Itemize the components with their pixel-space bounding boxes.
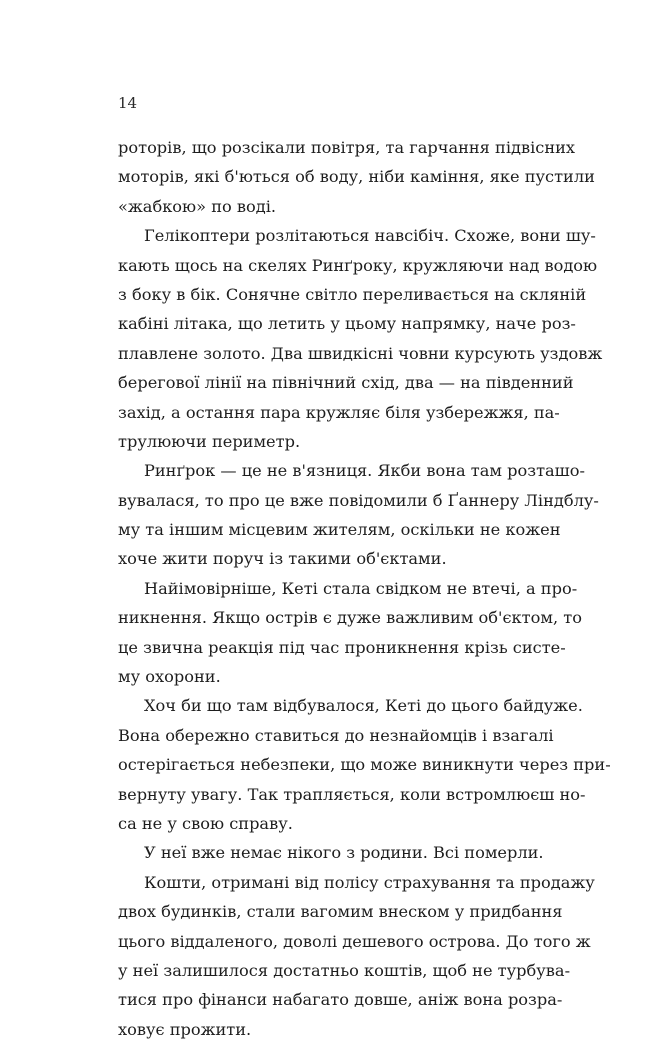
paragraph bbox=[118, 133, 595, 221]
paragraph bbox=[118, 456, 599, 574]
paragraph bbox=[118, 574, 582, 692]
text-line: «жабкою» по воді. bbox=[118, 196, 277, 216]
text-line: з боку в бік. Сонячне світло переливається на скляній bbox=[118, 284, 587, 304]
text-line: захід, а остання пара кружляє біля узбережжя, па- bbox=[118, 402, 560, 422]
text-line: роторів, що розсікали повітря, та гарчання підвісних bbox=[118, 138, 576, 157]
text-line: кають щось на скелях Ринґроку, кружляючи над водою bbox=[118, 255, 598, 275]
text-line: це звична реакція під час проникнення крізь систе- bbox=[118, 637, 566, 657]
text-line: Хоч би що там відбувалося, Кеті до цього байдуже. bbox=[144, 696, 583, 716]
paragraph bbox=[118, 838, 544, 867]
text-line: Найімовірніше, Кеті стала свідком не втечі, а про- bbox=[144, 578, 578, 598]
text-line: двох будинків, стали вагомим внеском у придбання bbox=[118, 902, 563, 922]
text-line: остерігається небезпеки, що може виникнути через при- bbox=[118, 755, 611, 775]
page-number: 14 bbox=[118, 94, 138, 112]
text-line: Гелікоптери розлітаються навсібіч. Схоже, вони шу- bbox=[144, 226, 596, 246]
text-line: трулюючи периметр. bbox=[118, 431, 301, 451]
text-line: цього віддаленого, доволі дешевого острова. До того ж bbox=[118, 931, 591, 951]
text-line: Ринґрок — це не в'язниця. Якби вона там розташо- bbox=[144, 461, 585, 481]
text-line: вернуту увагу. Так трапляється, коли встромлюєш но- bbox=[118, 784, 586, 804]
text-line: Кошти, отримані від полісу страхування та продажу bbox=[144, 872, 595, 892]
paragraph bbox=[118, 691, 611, 838]
text-line: никнення. Якщо острів є дуже важливим об'єктом, то bbox=[118, 608, 582, 628]
text-line: кабіні літака, що летить у цьому напрямку, наче роз- bbox=[118, 314, 576, 334]
text-line: му та іншим місцевим жителям, оскільки не кожен bbox=[118, 520, 561, 540]
paragraph bbox=[118, 221, 603, 456]
text-line: му охорони. bbox=[118, 667, 221, 687]
text-line: берегової лінії на північний схід, два — на південний bbox=[118, 373, 574, 393]
text-line: вувалася, то про це вже повідомили б Ґаннеру Ліндблу- bbox=[118, 490, 599, 510]
text-line: плавлене золото. Два швидкісні човни курсують уздовж bbox=[118, 343, 603, 363]
text-line: тися про фінанси набагато довше, аніж вона розра- bbox=[118, 990, 563, 1010]
text-line: моторів, які б'ються об воду, ніби каміння, яке пустили bbox=[118, 167, 595, 187]
paragraph bbox=[118, 868, 595, 1044]
text-line: хоче жити поруч із такими об'єктами. bbox=[118, 549, 447, 569]
body-text bbox=[118, 133, 611, 1044]
text-line: Вона обережно ставиться до незнайомців і взагалі bbox=[118, 725, 554, 745]
text-line: у неї залишилося достатньо коштів, щоб не турбува- bbox=[118, 960, 571, 980]
text-line: ховує прожити. bbox=[118, 1019, 252, 1039]
text-line: У неї вже немає нікого з родини. Всі померли. bbox=[144, 843, 544, 863]
text-line: са не у свою справу. bbox=[118, 813, 293, 833]
